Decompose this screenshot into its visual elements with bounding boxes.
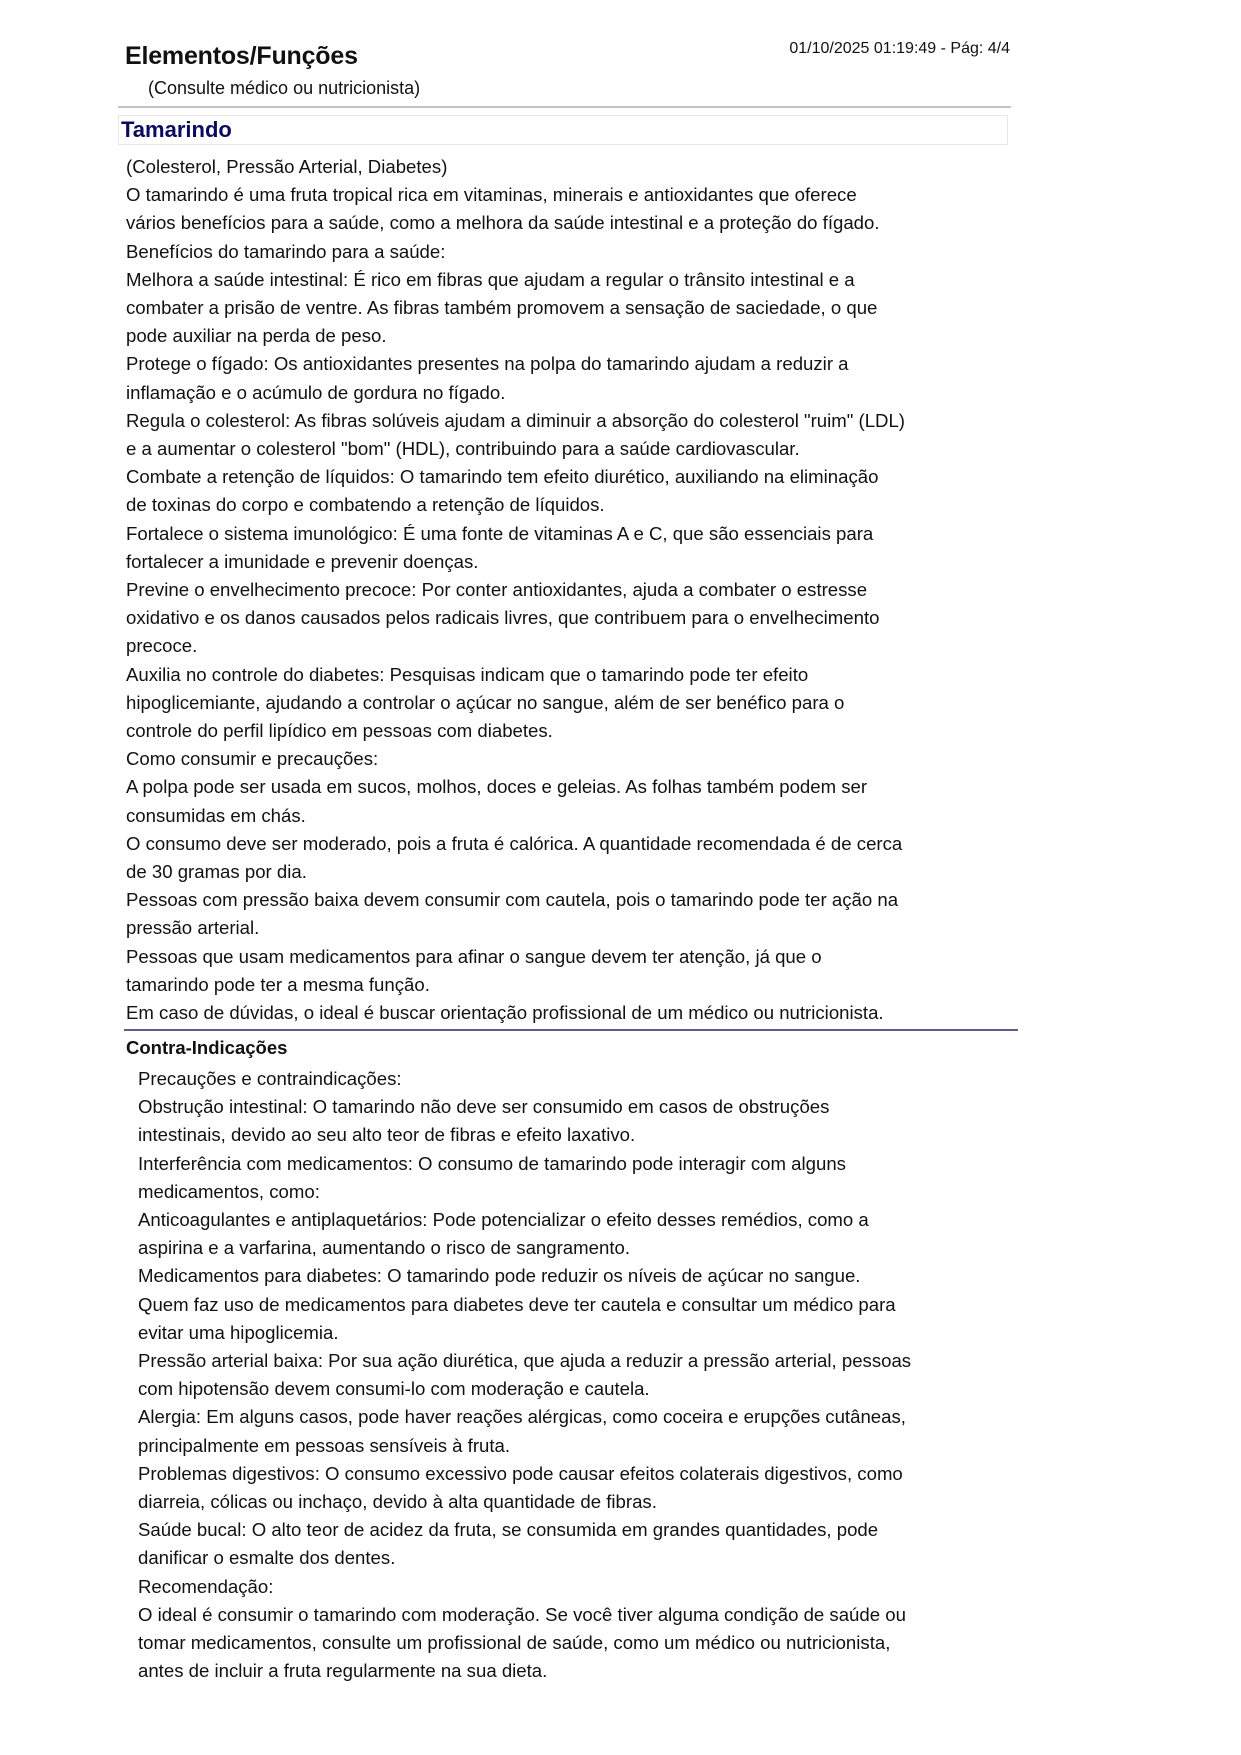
text-line: Saúde bucal: O alto teor de acidez da fruta, se consumida em grandes quantidades, pode [138, 1519, 879, 1541]
text-line: e a aumentar o colesterol "bom" (HDL), contribuindo para a saúde cardiovascular. [126, 438, 800, 460]
text-line: tomar medicamentos, consulte um profissional de saúde, como um médico ou nutricionista, [138, 1632, 891, 1654]
text-line: medicamentos, como: [138, 1180, 320, 1202]
text-line: controle do perfil lipídico em pessoas com diabetes. [126, 720, 553, 742]
text-line: Como consumir e precauções: [126, 748, 379, 770]
text-line: Quem faz uso de medicamentos para diabetes deve ter cautela e consultar um médico para [138, 1293, 896, 1315]
text-line: Protege o fígado: Os antioxidantes presentes na polpa do tamarindo ajudam a reduzir a [126, 353, 849, 375]
text-line: Regula o colesterol: As fibras solúveis ajudam a diminuir a absorção do colesterol "ruim" (LDL) [126, 409, 906, 431]
text-line: fortalecer a imunidade e prevenir doenças. [126, 550, 479, 572]
text-line: de 30 gramas por dia. [126, 861, 307, 883]
text-line: pode auxiliar na perda de peso. [126, 325, 387, 347]
text-line: Combate a retenção de líquidos: O tamarindo tem efeito diurético, auxiliando na eliminação [126, 466, 879, 488]
text-line: inflamação e o acúmulo de gordura no fígado. [126, 381, 506, 403]
text-line: A polpa pode ser usada em sucos, molhos, doces e geleias. As folhas também podem ser [126, 776, 868, 798]
item-description [126, 153, 1016, 1027]
text-line: O consumo deve ser moderado, pois a fruta é calórica. A quantidade recomendada é de cerca [126, 832, 903, 854]
text-line: Melhora a saúde intestinal: É rico em fibras que ajudam a regular o trânsito intestinal e a [126, 268, 855, 290]
text-line: combater a prisão de ventre. As fibras também promovem a sensação de saciedade, o que [126, 297, 878, 319]
contraindications-heading: Contra-Indicações [126, 1037, 288, 1058]
text-line: O ideal é consumir o tamarindo com moderação. Se você tiver alguma condição de saúde ou [138, 1603, 906, 1625]
text-line: com hipotensão devem consumi-lo com moderação e cautela. [138, 1378, 650, 1400]
text-line: Alergia: Em alguns casos, pode haver reações alérgicas, como coceira e erupções cutâneas, [138, 1406, 906, 1428]
text-line: precoce. [126, 635, 198, 657]
text-line: (Colesterol, Pressão Arterial, Diabetes) [126, 156, 448, 177]
text-line: antes de incluir a fruta regularmente na sua dieta. [138, 1660, 548, 1682]
text-line: Benefícios do tamarindo para a saúde: [126, 240, 446, 262]
text-line: Pressão arterial baixa: Por sua ação diurética, que ajuda a reduzir a pressão arterial, pessoas [138, 1350, 912, 1372]
text-line: Precauções e contraindicações: [138, 1068, 402, 1089]
print-date-page-number: 01/10/2025 01:19:49 - Pág: 4/4 [789, 40, 1010, 57]
item-title: Tamarindo [121, 117, 232, 142]
document-title: Elementos/Funções [125, 42, 358, 70]
text-line: aspirina e a varfarina, aumentando o risco de sangramento. [138, 1237, 630, 1259]
text-line: Medicamentos para diabetes: O tamarindo pode reduzir os níveis de açúcar no sangue. [138, 1265, 861, 1287]
text-line: tamarindo pode ter a mesma função. [126, 973, 430, 995]
text-line: intestinais, devido ao seu alto teor de fibras e efeito laxativo. [138, 1124, 636, 1146]
item-title-box [118, 115, 1008, 145]
text-line: hipoglicemiante, ajudando a controlar o açúcar no sangue, além de ser benéfico para o [126, 691, 845, 713]
text-line: Pessoas que usam medicamentos para afinar o sangue devem ter atenção, já que o [126, 945, 822, 967]
text-line: Interferência com medicamentos: O consumo de tamarindo pode interagir com alguns [138, 1152, 846, 1174]
text-line: O tamarindo é uma fruta tropical rica em vitaminas, minerais e antioxidantes que oferece [126, 184, 857, 206]
text-line: principalmente em pessoas sensíveis à fruta. [138, 1434, 511, 1456]
header-divider [118, 106, 1011, 108]
section-divider [124, 1029, 1018, 1031]
text-line: pressão arterial. [126, 917, 260, 939]
text-line: Obstrução intestinal: O tamarindo não deve ser consumido em casos de obstruções [138, 1096, 830, 1118]
text-line: danificar o esmalte dos dentes. [138, 1547, 396, 1569]
text-line: Fortalece o sistema imunológico: É uma fonte de vitaminas A e C, que são essenciais para [126, 522, 874, 544]
contraindications-text [138, 1065, 1018, 1685]
text-line: Problemas digestivos: O consumo excessivo pode causar efeitos colaterais digestivos, como [138, 1462, 903, 1484]
text-line: vários benefícios para a saúde, como a melhora da saúde intestinal e a proteção do fígado. [126, 212, 880, 234]
text-line: Auxilia no controle do diabetes: Pesquisas indicam que o tamarindo pode ter efeito [126, 663, 809, 685]
text-line: Recomendação: [138, 1575, 274, 1597]
text-line: diarreia, cólicas ou inchaço, devido à alta quantidade de fibras. [138, 1491, 657, 1513]
text-line: evitar uma hipoglicemia. [138, 1321, 339, 1343]
text-line: Em caso de dúvidas, o ideal é buscar orientação profissional de um médico ou nutricionista. [126, 1002, 884, 1024]
document-subtitle: (Consulte médico ou nutricionista) [148, 78, 421, 98]
text-line: Pessoas com pressão baixa devem consumir com cautela, pois o tamarindo pode ter ação na [126, 889, 899, 911]
text-line: de toxinas do corpo e combatendo a retenção de líquidos. [126, 494, 605, 516]
text-line: Anticoagulantes e antiplaquetários: Pode potencializar o efeito desses remédios, como a [138, 1209, 869, 1231]
text-line: oxidativo e os danos causados pelos radicais livres, que contribuem para o envelhecimento [126, 607, 880, 629]
text-line: Previne o envelhecimento precoce: Por conter antioxidantes, ajuda a combater o estresse [126, 579, 868, 601]
text-line: consumidas em chás. [126, 804, 306, 826]
